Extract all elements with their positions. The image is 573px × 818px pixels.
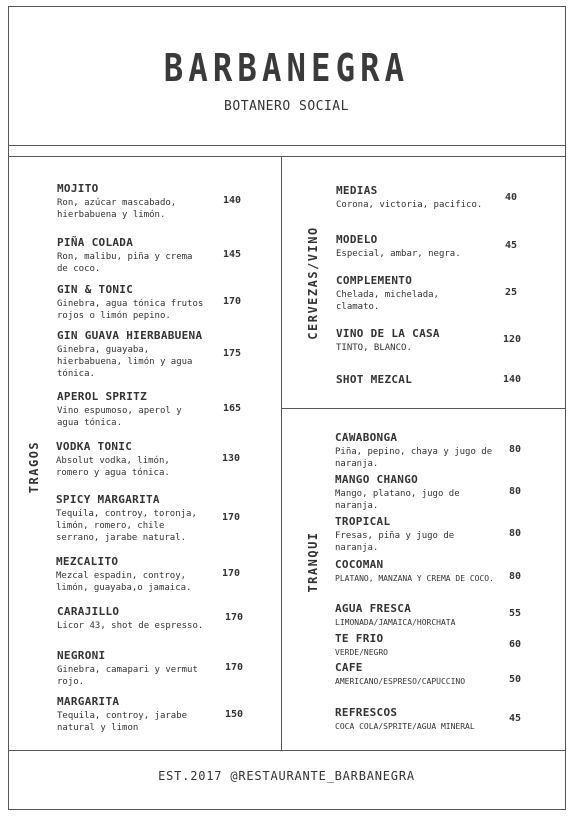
item-name: MODELO bbox=[336, 233, 378, 246]
item-description: Ron, azúcar mascabado, hierbabuena y limón. bbox=[57, 198, 177, 220]
menu-item-cawabonga bbox=[335, 431, 497, 470]
item-price: 140 bbox=[223, 195, 242, 206]
item-name: MEZCALITO bbox=[56, 555, 119, 568]
item-price: 80 bbox=[509, 486, 522, 497]
item-price: 170 bbox=[225, 612, 244, 623]
item-description: Ron, malibu, piña y crema de coco. bbox=[57, 252, 193, 274]
item-price: 80 bbox=[509, 571, 522, 582]
item-name: COCOMAN bbox=[335, 558, 384, 571]
item-name: AGUA FRESCA bbox=[335, 602, 412, 615]
item-price: 170 bbox=[222, 512, 241, 523]
item-price: 55 bbox=[509, 608, 522, 619]
item-price: 80 bbox=[509, 528, 522, 539]
header-divider-bottom bbox=[8, 156, 566, 157]
item-name: CAWABONGA bbox=[335, 431, 398, 444]
menu-item-cafe bbox=[335, 661, 495, 688]
menu-item-mojito bbox=[57, 182, 207, 221]
restaurant-subtitle: BOTANERO SOCIAL bbox=[224, 99, 349, 114]
item-name: MOJITO bbox=[57, 182, 99, 195]
item-price: 170 bbox=[225, 662, 244, 673]
item-price: 130 bbox=[222, 453, 241, 464]
item-description: VERDE/NEGRO bbox=[335, 648, 388, 657]
menu-item-complemento bbox=[336, 274, 456, 313]
section-label-tranqui: TRANQUI bbox=[306, 531, 320, 593]
item-name: SPICY MARGARITA bbox=[56, 493, 160, 506]
item-name: NEGRONI bbox=[57, 649, 106, 662]
item-name: GIN & TONIC bbox=[57, 283, 134, 296]
item-price: 165 bbox=[223, 403, 242, 414]
item-price: 45 bbox=[509, 713, 522, 724]
item-price: 45 bbox=[505, 240, 518, 251]
item-description: TINTO, BLANCO. bbox=[336, 343, 412, 353]
item-description: Especial, ambar, negra. bbox=[336, 249, 461, 259]
item-price: 120 bbox=[503, 334, 522, 345]
item-price: 80 bbox=[509, 444, 522, 455]
menu-item-margarita bbox=[57, 695, 207, 734]
menu-item-mango-chango bbox=[335, 473, 475, 512]
item-name: SHOT MEZCAL bbox=[336, 373, 413, 386]
column-divider bbox=[281, 156, 282, 750]
menu-item-tropical bbox=[335, 515, 475, 554]
menu-item-medias bbox=[336, 184, 496, 211]
item-name: CARAJILLO bbox=[57, 605, 120, 618]
item-name: PIÑA COLADA bbox=[57, 236, 134, 249]
menu-item-gin-guava bbox=[57, 329, 207, 380]
footer-divider bbox=[8, 750, 566, 751]
menu-item-agua-fresca bbox=[335, 602, 495, 629]
menu-item-vino-de-la-casa bbox=[336, 327, 496, 354]
item-description: Chelada, michelada, clamato. bbox=[336, 290, 439, 312]
item-description: Mango, platano, jugo de naranja. bbox=[335, 489, 460, 511]
menu-item-negroni bbox=[57, 649, 207, 688]
restaurant-title: BARBANEGRA bbox=[163, 46, 410, 90]
menu-item-refrescos bbox=[335, 706, 500, 733]
item-name: TE FRIO bbox=[335, 632, 384, 645]
item-description: LIMONADA/JAMAICA/HORCHATA bbox=[335, 618, 456, 627]
item-name: COMPLEMENTO bbox=[336, 274, 413, 287]
item-name: VINO DE LA CASA bbox=[336, 327, 440, 340]
item-name: MEDIAS bbox=[336, 184, 378, 197]
item-description: Fresas, piña y jugo de naranja. bbox=[335, 531, 455, 553]
section-label-tragos: TRAGOS bbox=[27, 440, 41, 494]
item-price: 145 bbox=[223, 249, 242, 260]
item-name: MARGARITA bbox=[57, 695, 120, 708]
item-description: Tequila, controy, toronja, limón, romero, chile serrano, jarabe natural. bbox=[56, 509, 197, 543]
item-price: 40 bbox=[505, 192, 518, 203]
item-price: 25 bbox=[505, 287, 518, 298]
item-description: Tequila, controy, jarabe natural y limon bbox=[57, 711, 188, 733]
menu-item-cocoman bbox=[335, 558, 495, 585]
item-description: PLATANO, MANZANA Y CREMA DE COCO. bbox=[335, 574, 494, 583]
item-description: COCA COLA/SPRITE/AGUA MINERAL bbox=[335, 722, 475, 731]
item-name: REFRESCOS bbox=[335, 706, 398, 719]
right-section-divider bbox=[281, 408, 566, 409]
item-name: TROPICAL bbox=[335, 515, 391, 528]
menu-item-shot-mezcal bbox=[336, 373, 496, 386]
menu-item-vodka-tonic bbox=[56, 440, 206, 479]
item-description: Ginebra, guayaba, hierbabuena, limón y agua tónica. bbox=[57, 345, 193, 379]
item-description: Piña, pepino, chaya y jugo de naranja. bbox=[335, 447, 493, 469]
menu-item-carajillo bbox=[57, 605, 212, 632]
item-description: Licor 43, shot de espresso. bbox=[57, 621, 204, 631]
item-price: 175 bbox=[223, 348, 242, 359]
menu-item-mezcalito bbox=[56, 555, 206, 594]
item-name: GIN GUAVA HIERBABUENA bbox=[57, 329, 203, 342]
item-name: CAFE bbox=[335, 661, 363, 674]
item-description: Corona, victoria, pacifico. bbox=[336, 200, 483, 210]
section-label-cervezas: CERVEZAS/VINO bbox=[306, 226, 320, 340]
item-description: Absolut vodka, limón, romero y agua tónica. bbox=[56, 456, 170, 478]
item-name: APEROL SPRITZ bbox=[57, 390, 147, 403]
item-price: 150 bbox=[225, 709, 244, 720]
item-price: 60 bbox=[509, 639, 522, 650]
item-description: Ginebra, camapari y vermut rojo. bbox=[57, 665, 198, 687]
item-description: Vino espumoso, aperol y agua tónica. bbox=[57, 406, 182, 428]
menu-item-te-frio bbox=[335, 632, 495, 659]
item-name: MANGO CHANGO bbox=[335, 473, 419, 486]
item-description: AMERICANO/ESPRESO/CAPUCCINO bbox=[335, 677, 466, 686]
item-description: Mezcal espadin, controy, limón, guayaba,o jamaica. bbox=[56, 571, 192, 593]
footer-text: EST.2017 @RESTAURANTE_BARBANEGRA bbox=[158, 769, 415, 783]
header-divider-top bbox=[8, 145, 566, 146]
menu-item-pina-colada bbox=[57, 236, 207, 275]
menu-item-modelo bbox=[336, 233, 496, 260]
item-price: 50 bbox=[509, 674, 522, 685]
item-description: Ginebra, agua tónica frutos rojos o limón pepino. bbox=[57, 299, 204, 321]
menu-item-spicy-margarita bbox=[56, 493, 208, 544]
item-price: 170 bbox=[222, 568, 241, 579]
item-price: 140 bbox=[503, 374, 522, 385]
menu-item-aperol-spritz bbox=[57, 390, 207, 429]
item-price: 170 bbox=[223, 296, 242, 307]
menu-item-gin-tonic bbox=[57, 283, 212, 322]
item-name: VODKA TONIC bbox=[56, 440, 133, 453]
